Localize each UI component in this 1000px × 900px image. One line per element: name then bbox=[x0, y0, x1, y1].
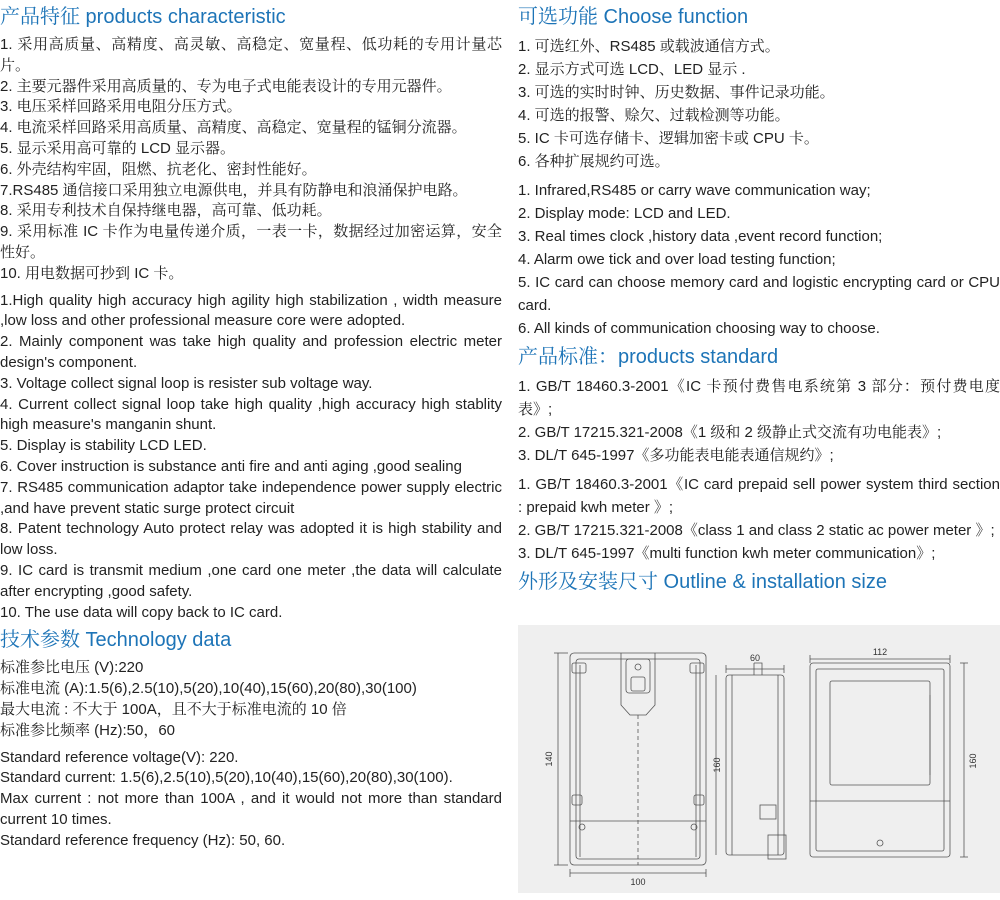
list-item: 3. 电压采样回路采用电阻分压方式。 bbox=[0, 98, 242, 116]
list-item: 6. 外壳结构牢固，阻燃、抗老化、密封性能好。 bbox=[0, 160, 317, 178]
dim-back-height: 160 bbox=[968, 753, 978, 769]
list-item: 6. 各种扩展规约可选。 bbox=[518, 153, 670, 170]
list-item: 1. Infrared,RS485 or carry wave communication way; bbox=[518, 182, 871, 199]
standard-en-list bbox=[518, 473, 1000, 565]
features-cn-list bbox=[0, 35, 502, 285]
list-item: 10. The use data will copy back to IC card. bbox=[0, 603, 283, 621]
outline-drawing bbox=[518, 625, 1000, 893]
list-item: 6. All kinds of communication choosing way to choose. bbox=[518, 320, 880, 337]
list-item: 1. GB/T 18460.3-2001《IC 卡预付费售电系统第 3 部分：预付费电度表》; bbox=[518, 378, 1000, 418]
dim-front-width: 100 bbox=[630, 877, 646, 887]
tech-cn-list bbox=[0, 658, 502, 741]
list-item: 4. Alarm owe tick and over load testing function; bbox=[518, 251, 836, 268]
list-item: 3. Real times clock ,history data ,event record function; bbox=[518, 228, 883, 245]
back-view-outline bbox=[810, 663, 950, 857]
list-item: 9. 采用标准 IC 卡作为电量传递介质，一表一卡，数据经过加密运算，安全性好。 bbox=[0, 223, 502, 261]
list-item: 10. 用电数据可抄到 IC 卡。 bbox=[0, 264, 184, 282]
list-item: 3. Voltage collect signal loop is resister sub voltage way. bbox=[0, 374, 373, 392]
list-item: 2. 显示方式可选 LCD、LED 显示 . bbox=[518, 61, 746, 78]
dim-front-height-inner: 160 bbox=[712, 757, 722, 773]
list-item: 标准电流 (A):1.5(6),2.5(10),5(20),10(40),15(60),20(80),30(100) bbox=[0, 680, 417, 698]
list-item: 3. 可选的实时时钟、历史数据、事件记录功能。 bbox=[518, 84, 835, 101]
left-column bbox=[0, 0, 502, 851]
features-title: 产品特征 products characteristic bbox=[0, 6, 286, 28]
features-en-list bbox=[0, 291, 502, 624]
list-item: 标准参比电压 (V):220 bbox=[0, 659, 144, 677]
list-item: 2. GB/T 17215.321-2008《1 级和 2 级静止式交流有功电能表》; bbox=[518, 424, 942, 441]
list-item: 3. DL/T 645-1997《multi function kwh meter communication》; bbox=[518, 545, 936, 562]
list-item: 6. Cover instruction is substance anti fire and anti aging ,good sealing bbox=[0, 457, 462, 475]
tech-title: 技术参数 Technology data bbox=[0, 629, 232, 652]
list-item: 3. DL/T 645-1997《多功能表电能表通信规约》; bbox=[518, 447, 834, 464]
function-title: 可选功能 Choose function bbox=[518, 6, 749, 28]
standard-title: 产品标准：products standard bbox=[518, 346, 779, 368]
list-item: Standard current: 1.5(6),2.5(10),5(20),10(40),15(60),20(80),30(100). bbox=[0, 769, 453, 787]
list-item: 8. 采用专利技术自保持继电器，高可靠、低功耗。 bbox=[0, 202, 332, 220]
list-item: 最大电流 : 不大于 100A，且不大于标准电流的 10 倍 bbox=[0, 700, 347, 718]
list-item: Standard reference voltage(V): 220. bbox=[0, 748, 239, 766]
dim-front-height-outer: 140 bbox=[544, 751, 554, 767]
list-item: 7.RS485 通信接口采用独立电源供电，并具有防静电和浪涌保护电路。 bbox=[0, 181, 468, 199]
list-item: 2. GB/T 17215.321-2008《class 1 and class 2 static ac power meter 》; bbox=[518, 522, 995, 539]
list-item: 5. IC card can choose memory card and logistic encrypting card or CPU card. bbox=[518, 274, 1000, 314]
list-item: Standard reference frequency (Hz): 50, 60. bbox=[0, 831, 286, 849]
list-item: 4. Current collect signal loop take high quality ,high accuracy high stablity high measure's manganin shunt. bbox=[0, 395, 502, 434]
list-item: 5. Display is stability LCD LED. bbox=[0, 437, 207, 455]
list-item: 5. IC 卡可选存储卡、逻辑加密卡或 CPU 卡。 bbox=[518, 130, 819, 147]
list-item: 2. 主要元器件采用高质量的、专为电子式电能表设计的专用元器件。 bbox=[0, 77, 452, 95]
outline-title: 外形及安装尺寸 Outline & installation size bbox=[518, 571, 888, 593]
function-en-list bbox=[518, 179, 1000, 340]
standard-cn-list bbox=[518, 375, 1000, 467]
dim-side-depth: 60 bbox=[749, 653, 761, 663]
tech-en-list bbox=[0, 748, 502, 852]
list-item: 7. RS485 communication adaptor take independence power supply electric ,and have prevent static surge protect circuit bbox=[0, 478, 502, 517]
list-item: 2. Display mode: LCD and LED. bbox=[518, 205, 731, 222]
list-item: 4. 电流采样回路采用高质量、高精度、高稳定、宽量程的锰铜分流器。 bbox=[0, 119, 467, 137]
side-view-outline bbox=[726, 675, 784, 855]
list-item: 1. 可选红外、RS485 或载波通信方式。 bbox=[518, 38, 780, 55]
list-item: 标准参比频率 (Hz):50，60 bbox=[0, 721, 176, 739]
list-item: 4. 可选的报警、赊欠、过载检测等功能。 bbox=[518, 107, 790, 124]
list-item: 2. Mainly component was take high quality and profession electric meter design's component. bbox=[0, 333, 502, 371]
outline-drawing-svg bbox=[518, 625, 1000, 893]
back-view-window bbox=[830, 681, 930, 785]
list-item: 1. GB/T 18460.3-2001《IC card prepaid sell power system third section : prepaid kwh meter 》; bbox=[518, 476, 1000, 516]
list-item: 1.High quality high accuracy high agility high stabilization , width measure ,low loss and other professional measure core were adopted. bbox=[0, 291, 502, 330]
list-item: 5. 显示采用高可靠的 LCD 显示器。 bbox=[0, 139, 236, 157]
list-item: 9. IC card is transmit medium ,one card one meter ,the data will calculate after encrypting ,good safety. bbox=[0, 561, 502, 600]
list-item: 8. Patent technology Auto protect relay was adopted it is high stability and low loss. bbox=[0, 520, 502, 559]
list-item: 1. 采用高质量、高精度、高灵敏、高稳定、宽量程、低功耗的专用计量芯片。 bbox=[0, 36, 502, 74]
function-cn-list bbox=[518, 35, 1000, 173]
right-column bbox=[518, 0, 1000, 600]
dim-back-width: 112 bbox=[872, 647, 888, 657]
list-item: Max current : not more than 100A , and it would not more than standard current 10 times. bbox=[0, 790, 502, 828]
